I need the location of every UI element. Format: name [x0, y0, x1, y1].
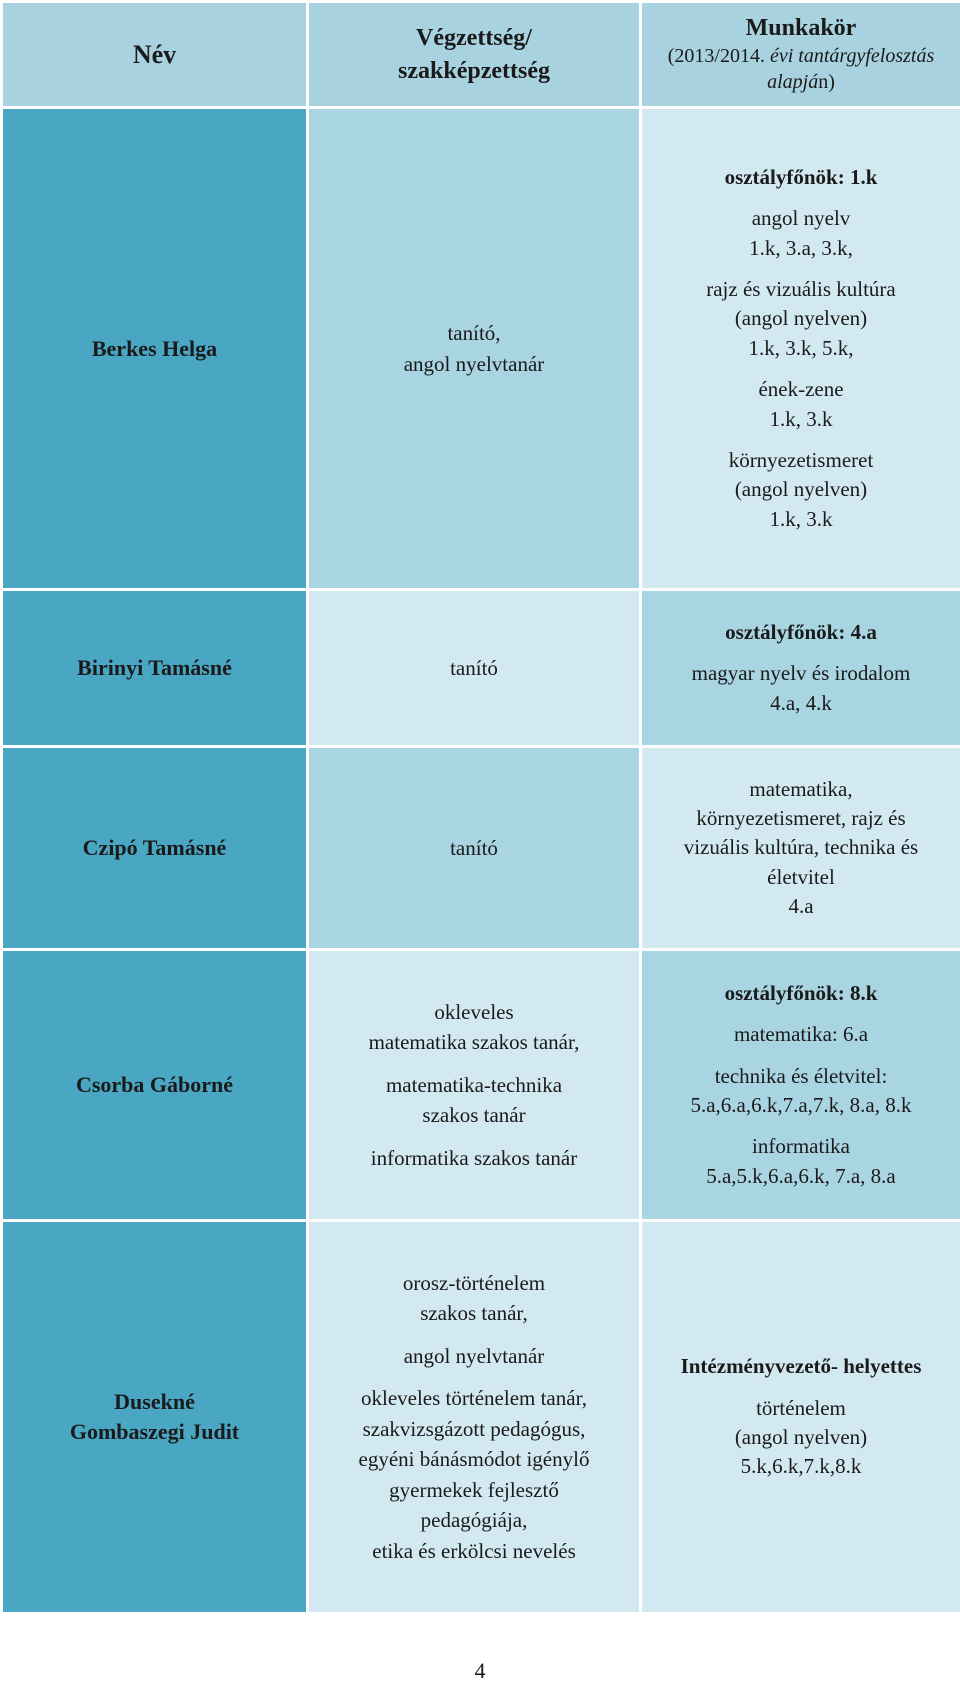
teacher-job: matematika, környezetismeret, rajz és vizuális kultúra, technika és életvitel 4.a: [642, 748, 960, 948]
teacher-name: Czipó Tamásné: [3, 748, 306, 948]
teacher-degree: tanító: [309, 591, 639, 745]
teacher-name: Birinyi Tamásné: [3, 591, 306, 745]
header-row: [3, 3, 960, 106]
header-job: Munkakör (2013/2014. évi tantárgyfelosztás alapján): [642, 3, 960, 106]
header-job-subtitle: (2013/2014. évi tantárgyfelosztás alapján): [667, 44, 935, 93]
teacher-name: Berkes Helga: [3, 109, 306, 588]
teacher-job: Intézményvezető- helyettes történelem (angol nyelven) 5.k,6.k,7.k,8.k: [642, 1222, 960, 1612]
teacher-job: osztályfőnök: 8.k matematika: 6.a technika és életvitel: 5.a,6.a,6.k,7.a,7.k, 8.a, 8.k informatika 5.a,5.k,6.a,6.k, 7.a, 8.a: [642, 951, 960, 1219]
page-number: 4: [474, 1658, 486, 1683]
teacher-degree: okleveles matematika szakos tanár, matematika-technika szakos tanár informatika szakos tanár: [309, 951, 639, 1219]
teacher-degree: tanító: [309, 748, 639, 948]
teacher-job: osztályfőnök: 1.k angol nyelv 1.k, 3.a, 3.k, rajz és vizuális kultúra (angol nyelven) 1.k, 3.k, 5.k, ének-zene 1.k, 3.k környezetismeret (angol nyelven) 1.k, 3.k: [642, 109, 960, 588]
table-row: [3, 1222, 960, 1612]
teacher-name: Csorba Gáborné: [3, 951, 306, 1219]
header-name: Név: [3, 3, 306, 106]
header-degree: Végzettség/ szakképzettség: [309, 3, 639, 106]
teacher-name: Dusekné Gombaszegi Judit: [3, 1222, 306, 1612]
table-row: [3, 748, 960, 948]
table-row: [3, 951, 960, 1219]
teacher-degree: orosz-történelem szakos tanár, angol nyelvtanár okleveles történelem tanár, szakvizsgázott pedagógus, egyéni bánásmódot igénylő gyermekek fejlesztő pedagógiája, etika és erkölcsi nevelés: [309, 1222, 639, 1612]
teacher-job: osztályfőnök: 4.a magyar nyelv és irodalom 4.a, 4.k: [642, 591, 960, 745]
table-row: [3, 109, 960, 588]
table-row: [3, 591, 960, 745]
teacher-degree: tanító, angol nyelvtanár: [309, 109, 639, 588]
